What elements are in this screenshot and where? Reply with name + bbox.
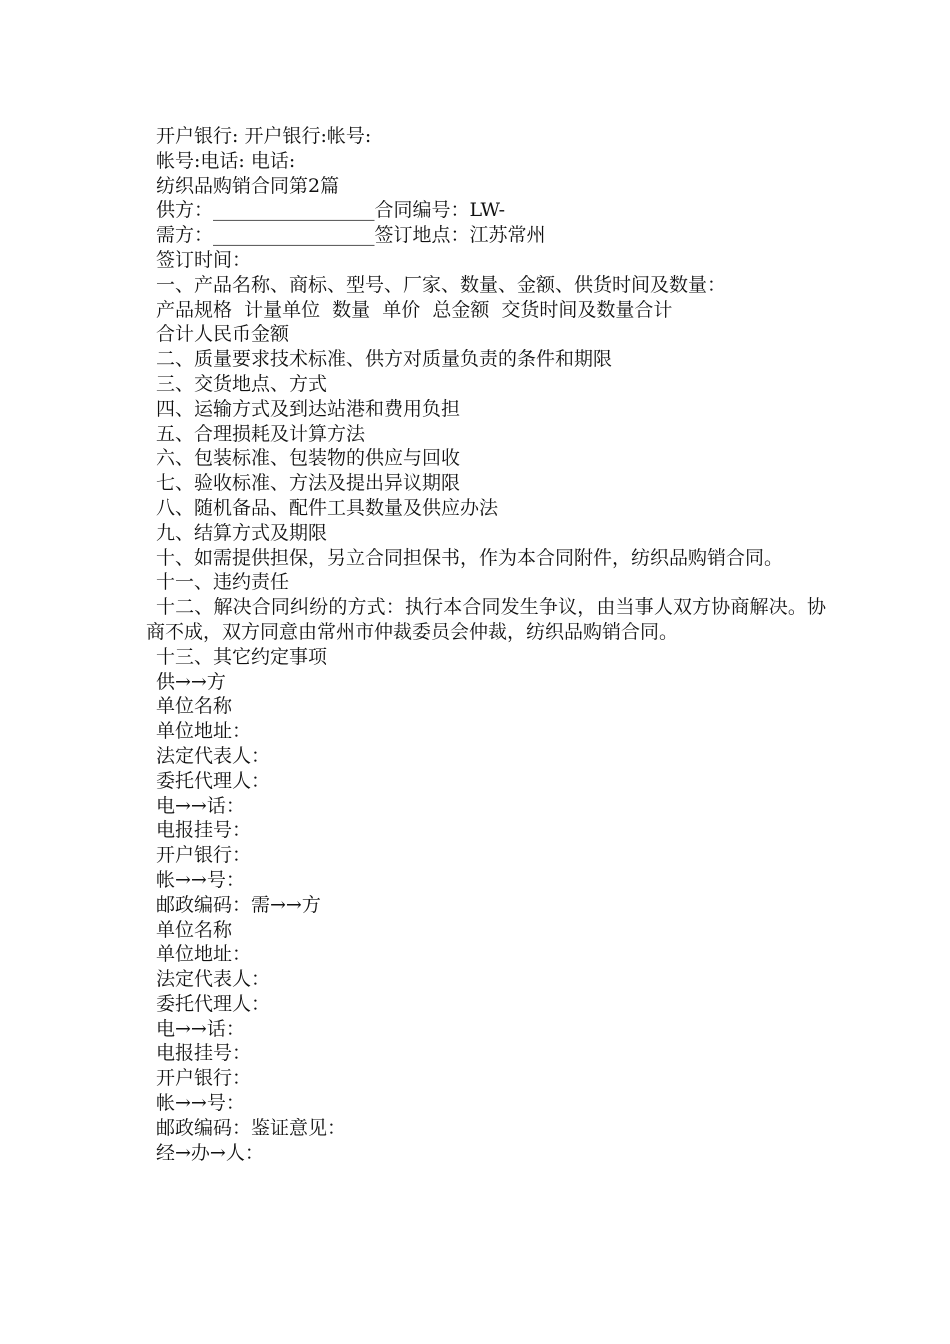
form-field-line: 委托代理人： (156, 992, 271, 1015)
section-title: 纺织品购销合同第2篇 (156, 174, 340, 197)
clause-paragraph: 十、如需提供担保，另立合同担保书，作为本合同附件，纺织品购销合同。 (156, 546, 784, 569)
form-field-line: 法定代表人： (156, 968, 271, 991)
clause-line: 三、交货地点、方式 (156, 372, 328, 395)
text-line: 需方：_________________签订地点：江苏常州 (156, 224, 546, 247)
form-field-line: 电→→话： (156, 1017, 245, 1040)
form-field-line: 邮政编码：鉴证意见： (156, 1116, 347, 1139)
clause-paragraph: 十二、解决合同纠纷的方式：执行本合同发生争议，由当事人双方协商解决。协商不成，双方同意由常州市仲裁委员会仲裁，纺织品购销合同。 (146, 596, 826, 643)
form-field-line: 帐→→号： (156, 1092, 245, 1115)
form-field-line: 电→→话： (156, 794, 245, 817)
form-field-line: 单位地址： (156, 943, 252, 966)
clause-line: 二、质量要求技术标准、供方对质量负责的条件和期限 (156, 348, 613, 371)
form-field-line: 供→→方 (156, 670, 226, 693)
clause-line: 五、合理损耗及计算方法 (156, 422, 366, 445)
text-line: 开户银行: 开户银行:帐号: (156, 125, 372, 147)
form-field-line: 委托代理人： (156, 769, 271, 792)
text-line: 供方：_________________合同编号：LW- (156, 199, 506, 222)
form-field-line: 经→办→人： (156, 1141, 264, 1164)
clause-line: 十三、其它约定事项 (156, 645, 328, 668)
form-field-line: 单位名称 (156, 695, 233, 718)
form-field-line: 开户银行： (156, 844, 252, 867)
text-line: 一、产品名称、商标、型号、厂家、数量、金额、供货时间及数量： (156, 273, 727, 296)
form-field-line: 电报挂号： (156, 819, 252, 842)
clause-line: 七、验收标准、方法及提出异议期限 (156, 472, 461, 495)
text-line: 帐号:电话: 电话: (156, 149, 296, 172)
form-field-line: 开户银行： (156, 1067, 252, 1090)
clause-line: 四、运输方式及到达站港和费用负担 (156, 397, 461, 420)
form-field-line: 单位名称 (156, 918, 233, 941)
clause-line: 九、结算方式及期限 (156, 521, 328, 544)
document-body (146, 124, 826, 1165)
clause-line: 八、随机备品、配件工具数量及供应办法 (156, 496, 499, 519)
text-line: 合计人民币金额 (156, 323, 290, 346)
form-field-line: 帐→→号： (156, 868, 245, 891)
text-line: 签订时间： (156, 248, 252, 271)
form-field-line: 邮政编码：需→→方 (156, 893, 321, 916)
form-field-line: 法定代表人： (156, 744, 271, 767)
clause-line: 十一、违约责任 (156, 571, 290, 594)
clause-line: 六、包装标准、包装物的供应与回收 (156, 447, 461, 470)
form-field-line: 电报挂号： (156, 1042, 252, 1065)
form-field-line: 单位地址： (156, 720, 252, 743)
table-header-line: 产品规格 计量单位 数量 单价 总金额 交货时间及数量合计 (156, 298, 673, 321)
